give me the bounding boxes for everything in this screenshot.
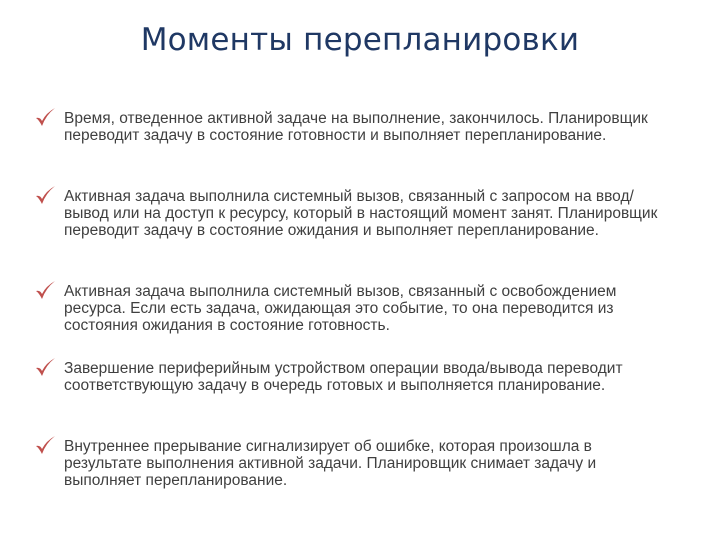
slide-title: Моменты перепланировки — [140, 22, 580, 58]
bullet-text: Активная задача выполнила системный вызов, связанный с запросом на ввод/вывод или на доступ к ресурсу, который в настоящий момент занят. Планировщик переводит задачу в состояние ожидания и выполняет перепланирование. — [64, 188, 658, 239]
bullet-text: Внутреннее прерывание сигнализирует об ошибке, которая произошла в результате выполнения активной задачи. Планировщик снимает задачу и выполняет перепланирование. — [64, 438, 597, 489]
checkmark-icon — [34, 356, 56, 378]
checkmark-icon — [34, 106, 56, 128]
checkmark-icon — [34, 184, 56, 206]
bullet-text: Завершение периферийным устройством операции ввода/вывода переводит соответствующую задачу в очередь готовых и выполняется планирование. — [64, 360, 623, 394]
checkmark-icon — [34, 279, 56, 301]
bullet-text: Время, отведенное активной задаче на выполнение, закончилось. Планировщик переводит задачу в состояние готовности и выполняет перепланирование. — [64, 110, 648, 144]
bullet-text: Активная задача выполнила системный вызов, связанный с освобождением ресурса. Если есть задача, ожидающая это событие, то она переводится из состояния ожидания в состояние готовность. — [64, 283, 617, 334]
checkmark-icon — [34, 434, 56, 456]
